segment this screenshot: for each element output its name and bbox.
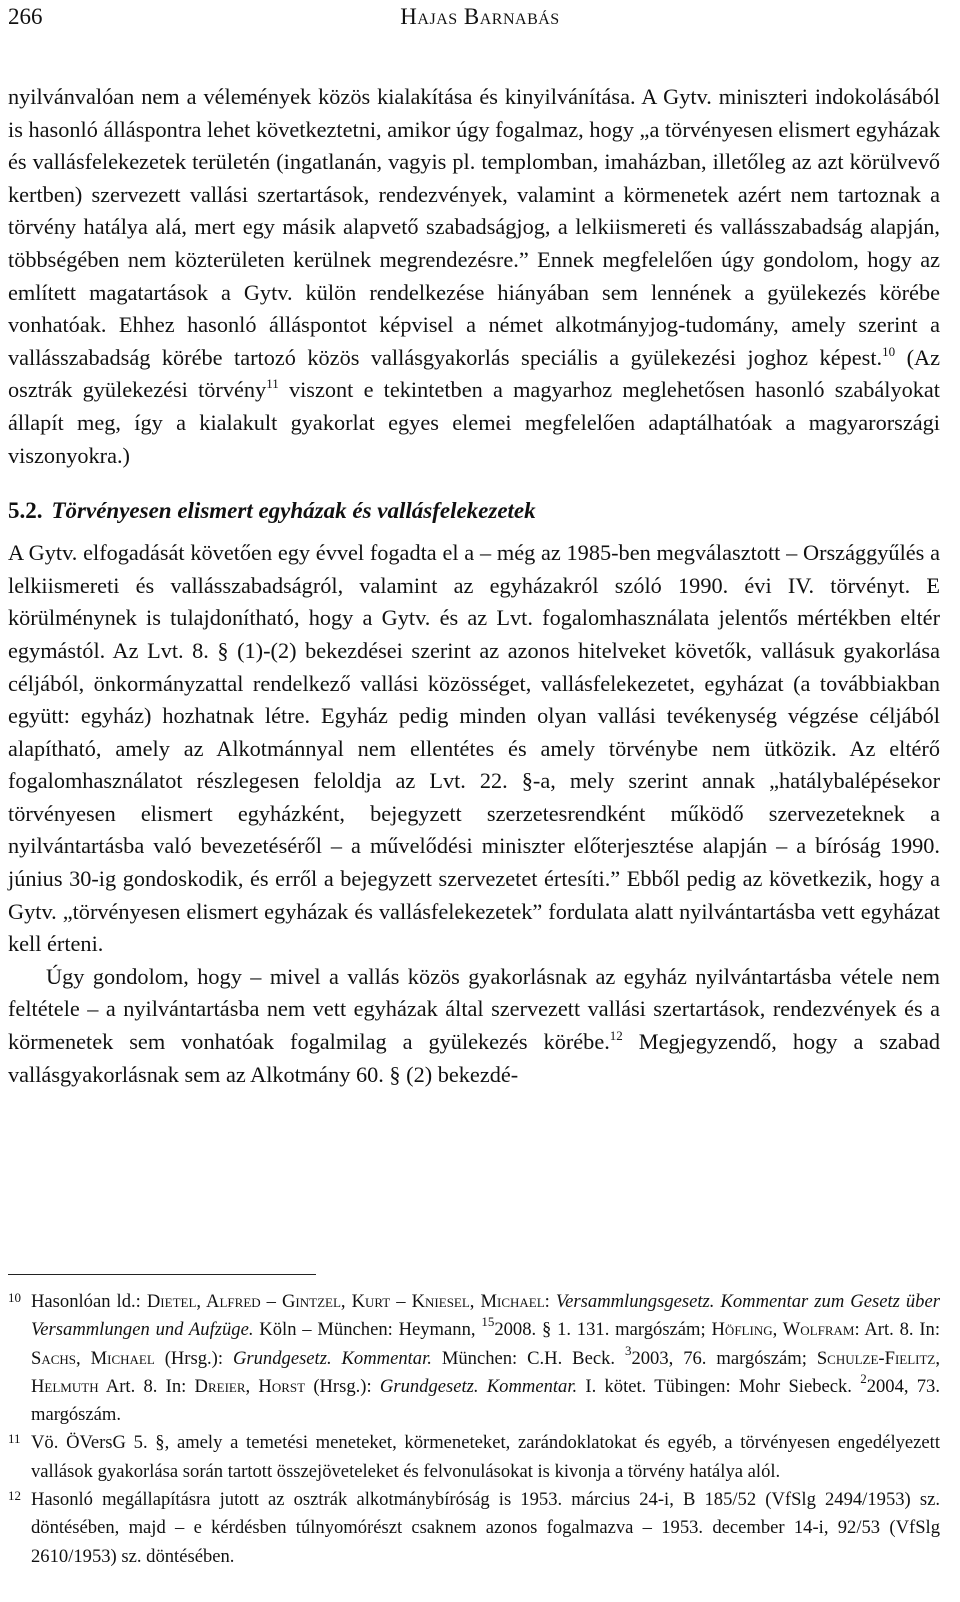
book-title: Grundgesetz. Kommentar. — [379, 1375, 578, 1397]
section-title: Törvényesen elismert egyházak és vallásfelekezetek — [51, 498, 536, 524]
book-title: Versammlungsgesetz. Kommentar zum Gesetz über Versammlungen und Aufzüge. — [31, 1291, 940, 1341]
paragraph-1-text-b: (Az osztrák gyülekezési törvény — [8, 344, 940, 403]
footnotes — [8, 1288, 940, 1571]
footnote-11 — [8, 1429, 940, 1486]
edition-number: 15 — [481, 1314, 495, 1330]
footnote-12 — [8, 1486, 940, 1571]
author-names: Sachs, Michael — [31, 1347, 155, 1369]
footnote-text: : — [544, 1291, 556, 1312]
paragraph-3-text-b: Megjegyzendő, hogy a szabad vallásgyakorlásnak sem az Alkotmány 60. § (2) bekezdé- — [8, 1029, 940, 1087]
footnote-ref-11[interactable]: 11 — [266, 376, 279, 392]
author-names: Dietel, Alfred – Gintzel, Kurt – Kniesel, Michael — [146, 1291, 545, 1312]
footnote-text: Art. 8. In: — [98, 1375, 195, 1397]
main-text — [8, 81, 940, 1091]
footnote-text: I. kötet. Tübingen: Mohr Siebeck. — [577, 1375, 861, 1397]
paragraph-1-text-a: nyilvánvalóan nem a vélemények közös kialakítása és kinyilvánítása. A Gytv. miniszteri indokolásából is hasonló álláspontra lehet következtetni, amikor úgy fogalmaz, hogy „a törvényesen elismert egyházak és vallásfelekezetek területén (ingatlanán, vagyis pl. templomban, imaházban, illetőleg az azt körülvevő kertben) szervezett vallási szertartások, rendezvények, valamint a körmenetek azért nem tartoznak a törvény hatálya alá, mert egy másik alapvető szabadságjog, a lelkiismereti és vallásszabadság alapján, többségében nem közterületen kerülnek megrendezésre.” Ennek megfelelően úgy gondolom, hogy az említett magatartások a Gytv. külön rendelkezése hiányában sem lennének a gyülekezés körébe vonhatóak. Ehhez hasonló álláspontot képvisel a német alkotmányjog-tudomány, amely szerint a vallásszabadság körébe tartozó közös vallásgyakorlás speciális a gyülekezési joghoz képest. — [8, 84, 940, 370]
footnote-number: 11 — [8, 1431, 21, 1447]
running-head: Hajas Barnabás — [400, 4, 560, 29]
footnote-text: Vö. ÖVersG 5. §, amely a temetési meneteket, körmeneteket, zarándoklatokat és egyéb, a törvényesen engedélyezett vallások gyakorlása során tartott összejöveteleket és felvonulásokat is kivonja a törvény hatálya alól. — [31, 1432, 940, 1482]
page-number: 266 — [8, 4, 43, 29]
paragraph-1-text-c: viszont e tekintetben a magyarhoz meglehetősen hasonló szabályokat állapít meg, így a kialakult gyakorlat egyes elemei megfelelően adaptálhatóak a magyarországi viszonyokra.) — [8, 377, 940, 468]
footnote-number: 12 — [8, 1488, 21, 1504]
footnote-text: 2004, 73. margószám. — [31, 1375, 941, 1426]
footnote-text: : Art. 8. In: — [854, 1319, 941, 1341]
book-title: Grundgesetz. Kommentar. — [232, 1347, 432, 1369]
footnote-text: Hasonlóan ld.: — [31, 1291, 147, 1312]
page-header — [8, 4, 952, 34]
paragraph-3-text-a: Úgy gondolom, hogy – mivel a vallás közös gyakorlásnak az egyház nyilvántartásba vétele nem feltétele – a nyilvántartásba nem vett egyházak által szervezett vallási szertartások, rendezvények és a körmenetek sem vonhatóak fogalmilag a gyülekezés körébe. — [8, 963, 940, 1055]
footnote-text: Hasonló megállapításra jutott az osztrák alkotmánybíróság is 1953. március 24-i, B 185/52 (VfSlg 2494/1953) sz. döntésében, majd – e kérdésben túlnyomórészt csaknem azonos fogalmazva – 1953. december 14-i, 92/53 (VfSlg 2610/1953) sz. döntésében. — [31, 1489, 940, 1567]
footnote-10 — [8, 1288, 940, 1429]
author-names: Dreier, Horst — [194, 1375, 306, 1397]
footnote-ref-10[interactable]: 10 — [882, 343, 896, 359]
footnote-text: 2008. § 1. 131. margószám; — [494, 1319, 712, 1341]
footnote-text: Köln – München: Heymann, — [253, 1319, 482, 1341]
author-names: Schulze-Fielitz, Helmuth — [31, 1347, 941, 1397]
edition-number: 2 — [860, 1370, 867, 1386]
footnote-text: (Hrsg.): — [305, 1375, 380, 1397]
footnote-rule — [8, 1274, 316, 1275]
section-number: 5.2. — [8, 498, 43, 524]
edition-number: 3 — [624, 1342, 632, 1358]
footnote-text: 2003, 76. margószám; — [631, 1347, 817, 1369]
footnote-number: 10 — [8, 1290, 21, 1305]
paragraph-1 — [8, 81, 940, 472]
author-names: Höfling, Wolfram — [711, 1319, 855, 1341]
footnote-text: (Hrsg.): — [154, 1347, 233, 1369]
paragraph-2: A Gytv. elfogadását követően egy évvel fogadta el a – még az 1985-ben megválasztott – Országgyűlés a lelkiismereti és vallásszabadságról, valamint az egyházakról szóló 1990. évi IV. törvényt. E körülménynek is tulajdonítható, hogy a Gytv. és az Lvt. fogalomhasználata jelentős mértékben eltér egymástól. Az Lvt. 8. § (1)-(2) bekezdései szerint az azonos hitelveket követők, vallásuk gyakorlása céljából, önkormányzattal rendelkező vallási közösséget, vallásfelekezetet, egyházat (a továbbiakban együtt: egyház) hozhatnak létre. Egyház pedig minden olyan vallási tevékenység végzése céljából alapítható, amely az Alkotmánnyal nem ellentétes és amely törvénybe nem ütközik. Az eltérő fogalomhasználatot részlegesen feloldja az Lvt. 22. §-a, mely szerint annak „hatálybalépésekor törvényesen elismert egyházként, bejegyzett szerzetesrendként működő szervezeteknek a nyilvántartásba való bevezetéséről – a művelődési miniszter előterjesztése alapján – a bíróság 1990. június 30-ig gondoskodik, és erről a bejegyzett szervezetet értesíti.” Ebből pedig az következik, hogy a Gytv. „törvényesen elismert egyházak és vallásfelekezetek” fordulata alatt nyilvántartásba vett egyházat kell érteni. — [8, 540, 940, 957]
section-heading — [8, 495, 940, 527]
footnote-ref-12[interactable]: 12 — [609, 1028, 623, 1044]
footnote-text: München: C.H. Beck. — [431, 1347, 625, 1369]
paragraph-3 — [8, 961, 940, 1091]
